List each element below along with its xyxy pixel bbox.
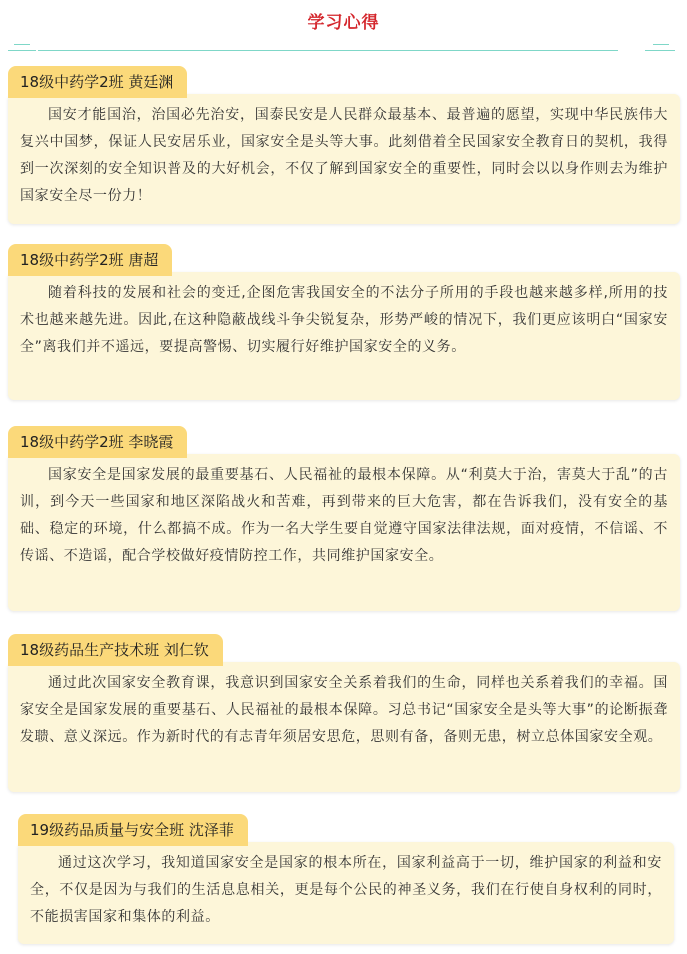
entry-author-label: 18级中药学2班 唐超 xyxy=(8,244,172,276)
entry-text: 国安才能国治，治国必先治安，国泰民安是人民群众最基本、最普遍的愿望，实现中华民族伟大复兴中国梦，保证人民安居乐业，国家安全是头等大事。此刻借着全民国家安全教育日的契机，我得到一次深刻的安全知识普及的大好机会，不仅了解到国家安全的重要性，同时会以以身作则去为维护国家安全尽一份力！ xyxy=(20,107,668,204)
entry-text: 随着科技的发展和社会的变迁,企图危害我国安全的不法分子所用的手段也越来越多样,所用的技术也越来越先进。因此,在这种隐蔽战线斗争尖锐复杂，形势严峻的情况下，我们更应该明白“国家安全”离我们并不遥远，要提高警惕、切实履行好维护国家安全的义务。 xyxy=(20,285,668,355)
title-ornament-right xyxy=(645,41,677,59)
entry-text: 通过这次学习，我知道国家安全是国家的根本所在，国家利益高于一切，维护国家的利益和安全，不仅是因为与我们的生活息息相关，更是每个公民的神圣义务，我们在行使自身权利的同时，不能损害国家和集体的利益。 xyxy=(30,855,662,925)
entry-text-box xyxy=(8,454,680,611)
entry-author-label: 18级药品生产技术班 刘仁钦 xyxy=(8,634,223,666)
entry-text-box xyxy=(18,842,674,944)
entry-author-label: 19级药品质量与安全班 沈泽菲 xyxy=(18,814,248,846)
entry-author-label: 18级中药学2班 李晓霞 xyxy=(8,426,187,458)
page-title: 学习心得 xyxy=(307,13,380,33)
title-divider xyxy=(38,50,618,51)
entry-text: 国家安全是国家发展的最重要基石、人民福祉的最根本保障。从“利莫大于治，害莫大于乱”的古训，到今天一些国家和地区深陷战火和苦难，再到带来的巨大危害，都在告诉我们，没有安全的基础、稳定的环境，什么都搞不成。作为一名大学生要自觉遵守国家法律法规，面对疫情，不信谣、不传谣、不造谣，配合学校做好疫情防控工作，共同维护国家安全。 xyxy=(20,467,668,564)
entry-author-label: 18级中药学2班 黄廷渊 xyxy=(8,66,187,98)
entry-text: 通过此次国家安全教育课，我意识到国家安全关系着我们的生命，同样也关系着我们的幸福。国家安全是国家发展的重要基石、人民福祉的最根本保障。习总书记“国家安全是头等大事”的论断振聋发聩、意义深远。作为新时代的有志青年须居安思危，思则有备，备则无患，树立总体国家安全观。 xyxy=(20,675,668,745)
title-ornament-left xyxy=(8,41,40,59)
entry-text-box xyxy=(8,272,680,400)
entry-text-box xyxy=(8,94,680,224)
entry-text-box xyxy=(8,662,680,792)
